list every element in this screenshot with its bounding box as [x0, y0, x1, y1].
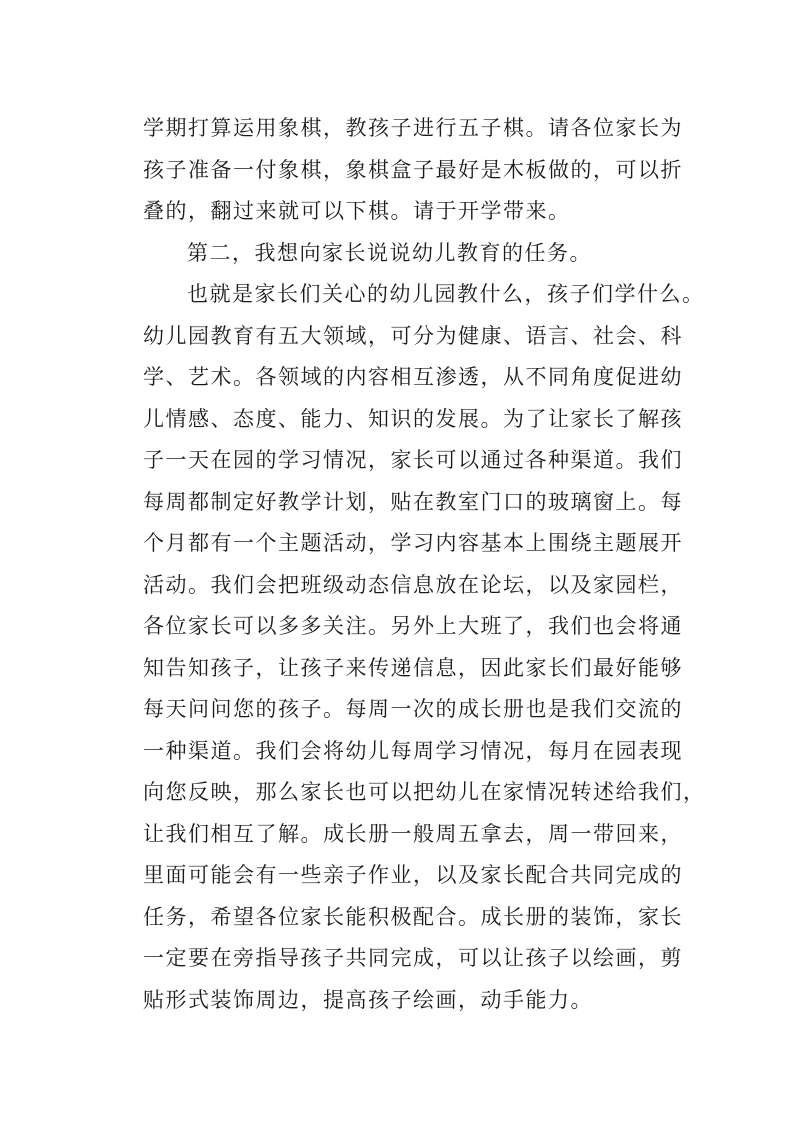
document-body — [143, 108, 706, 1021]
text-line: 学、艺术。各领域的内容相互渗透，从不同角度促进幼 — [143, 365, 683, 389]
paragraph-chess-request — [143, 108, 683, 233]
text-line: 向您反映，那么家长也可以把幼儿在家情况转述给我们， — [143, 780, 706, 804]
text-line: 孩子准备一付象棋，象棋盒子最好是木板做的，可以折 — [143, 157, 683, 182]
text-line: 每周都制定好教学计划，贴在教室门口的玻璃窗上。每 — [143, 489, 683, 514]
text-line: 任务，希望各位家长能积极配合。成长册的装饰，家长 — [143, 904, 683, 929]
text-line: 叠的，翻过来就可以下棋。请于开学带来。 — [143, 199, 571, 223]
text-line: 第二，我想向家长说说幼儿教育的任务。 — [187, 240, 592, 265]
text-line: 也就是家长们关心的幼儿园教什么，孩子们学什么。 — [187, 282, 705, 306]
text-line: 各位家长可以多多关注。另外上大班了，我们也会将通 — [143, 614, 683, 638]
text-line: 每天问问您的孩子。每周一次的成长册也是我们交流的 — [143, 697, 683, 721]
text-line: 个月都有一个主题活动，学习内容基本上围绕主题展开 — [143, 531, 683, 555]
text-line: 儿情感、态度、能力、知识的发展。为了让家长了解孩 — [143, 406, 683, 431]
text-line: 幼儿园教育有五大领域，可分为健康、语言、社会、科 — [143, 323, 683, 348]
text-line: 知告知孩子，让孩子来传递信息，因此家长们最好能够 — [143, 655, 683, 680]
text-line: 活动。我们会把班级动态信息放在论坛，以及家园栏， — [143, 572, 683, 597]
text-line: 里面可能会有一些亲子作业，以及家长配合共同完成的 — [143, 863, 683, 887]
text-line: 贴形式装饰周边，提高孩子绘画，动手能力。 — [143, 987, 593, 1012]
text-line: 一种渠道。我们会将幼儿每周学习情况，每月在园表现 — [143, 738, 683, 763]
text-line: 子一天在园的学习情况，家长可以通过各种渠道。我们 — [143, 448, 683, 472]
paragraph-second-point — [143, 233, 683, 275]
text-line: 让我们相互了解。成长册一般周五拿去，周一带回来， — [143, 821, 683, 846]
paragraph-education-tasks — [143, 274, 706, 1021]
text-line: 一定要在旁指导孩子共同完成，可以让孩子以绘画，剪 — [143, 946, 683, 970]
text-line: 学期打算运用象棋，教孩子进行五子棋。请各位家长为 — [143, 116, 683, 140]
